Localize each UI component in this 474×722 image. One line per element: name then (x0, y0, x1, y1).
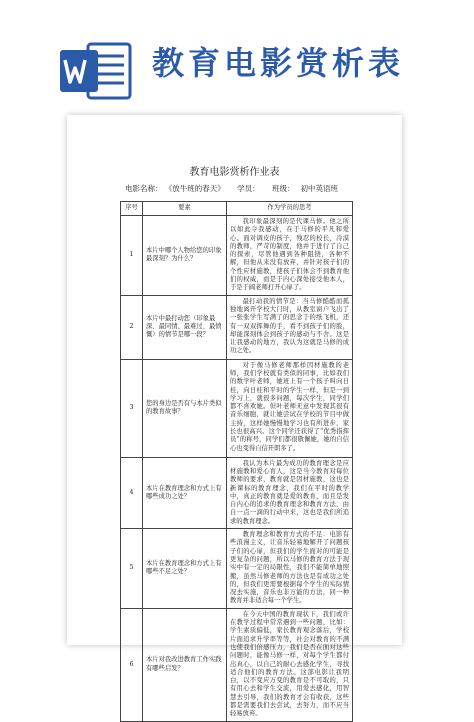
table-row (121, 608, 353, 721)
class-label: 班级： (272, 184, 295, 193)
table-row (121, 359, 353, 457)
table-row (121, 529, 353, 609)
row-answer: 我印象最深刻的是代课马修。他之所以如此令我感动，在于马修的平凡和爱心。面对调皮的孩子，残忍的校长，冷漠的教师，严苛的制度，他并于进行了自己的探索，尽管他遇到各种阻挠，各种不解，但他从来没有放弃，并针对孩子们的个性应材施教，使孩子们体会不到教育他们的权威，而是于内心深处接受他本人，于是于阔老师打开心扉了。 (227, 216, 353, 296)
row-number: 4 (121, 457, 143, 528)
row-answer: 对于像马修老师那样因材施教的老师，我们学校就有类似的同事，比如我们的数学叶老师，她班上有一个孩子叫向日桂，向日桂和平时的学生一样，但是一到学习上，就很多问题，每次学生，同学们都不喜欢她。但叶老师无意中发现其很有音乐细胞，就让她尝试在学校的节目中做主持，这样她慢慢地学习也有所进步，家长也很高兴。这个同学还获得了“优秀指挥员”的称号，同学们都很敬佩她，她的自信心也变得自信开朗多了。 (227, 359, 353, 457)
row-element: 本片对我改进教育工作实践有哪些启发？ (143, 608, 227, 721)
row-number: 5 (121, 529, 143, 609)
page-title: 教育电影赏析表 (152, 44, 405, 82)
header-banner (0, 0, 474, 110)
row-element: 本片中哪个人物给您的印象最深刻？为什么？ (143, 216, 227, 296)
row-number: 1 (121, 216, 143, 296)
table-row (121, 295, 353, 359)
word-icon (56, 40, 136, 102)
row-element: 您的身边是否有与本片类似的教育故事？ (143, 359, 227, 457)
row-answer: 我认为本片最为成功的教育理念是应材施教和爱心育人，这是当今教育对每位教师的要求，教育就是因材施教，这也是新课标的教育理念，我们在平时的教学中，真正的教育就是爱的教育，而且是发自内心的追求的教育理念和教育方法，由自一点一滴的行动中来，这也是我们所追求的教育理念。 (227, 457, 353, 528)
student-label: 学员： (237, 184, 260, 193)
appreciation-table (120, 201, 353, 722)
column-header: 作为学员的思考 (227, 202, 353, 216)
movie-name: 《放牛班的春天》 (168, 184, 225, 193)
table-row (121, 216, 353, 296)
class-value: 初中英语班 (300, 184, 339, 193)
row-answer: 最打动我的情节是：当马修酷酷而孤独地离开学校大门时，从教室窗户飞出了一张张学生写满了的思念于的纸飞机，还有一双双挥舞的手，看不到孩子们的脸，却能深刻体会到孩子的感动与不舍。这是让我感动的地方，我认为这就是马修的成功之处。 (227, 295, 353, 359)
table-header (121, 202, 353, 216)
column-header: 序号 (121, 202, 143, 216)
row-answer: 教育理念和教育方式的不足：电影有些浪漫主义，让音乐轻易地解开了问题孩子们的心扉，但我们的学生面对的可能是更复杂的问题，所以马修的教育方法于现实中有一定的局限性，我们不能简单地照搬，虽然马修老师的方法也是有成功之处的，但我们更需要根据每个学生的实际情况去实施，音乐也非万能的方法，同一种教育并非适合每一个学生。 (227, 529, 353, 609)
row-number: 6 (121, 608, 143, 721)
row-number: 3 (121, 359, 143, 457)
table-row (121, 457, 353, 528)
document-meta (67, 183, 402, 194)
row-element: 本片在教育理念和方式上有哪些成功之处？ (143, 457, 227, 528)
row-element: 本片中最打动您（印象最深、最同情、最难过、最愤慨）的情节是哪一段？ (143, 295, 227, 359)
row-element: 本片在教育理念和方式上有哪些不足之处？ (143, 529, 227, 609)
row-answer: 在今天中国的教育现状下，我们或许在教学过程中常常遇到一些问题，比如：学生素质偏低，家长教育观念落后，学校片面追求升学率等等，社会对教育的不满也使我们倍感压力，我们是否在面对这些问题时，能像马修一样，对每个学生都付出真心，以自己的耐心去感化学生，寻找适合他们的教育方法。这部电影让我明白，以不变应万变的教育是不可取的，只有用心去和学生交流，用爱去感化，用智慧去引导，我们的教育才会有收获，这些都是需要我们去尝试，去努力，而不应当轻易放弃。 (227, 608, 353, 721)
row-number: 2 (121, 295, 143, 359)
column-header: 要素 (143, 202, 227, 216)
document-title: 教育电影赏析作业表 (189, 167, 280, 178)
movie-label: 电影名称： (124, 184, 163, 193)
document-page (67, 115, 402, 718)
